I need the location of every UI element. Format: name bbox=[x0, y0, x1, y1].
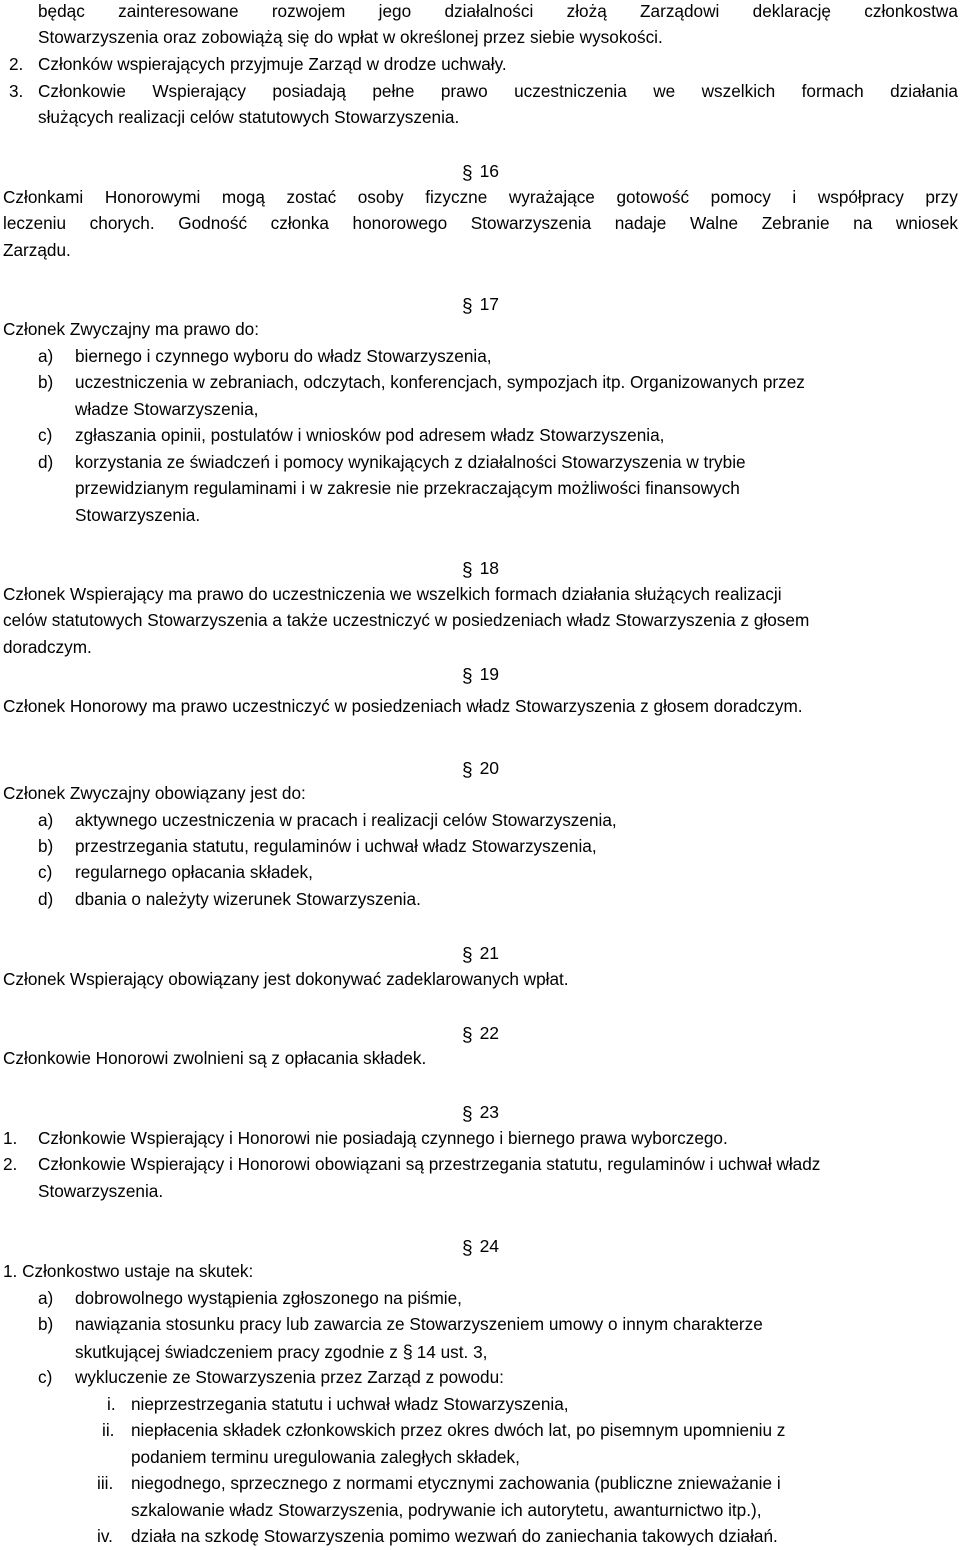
list-item-continued: szkalowanie władz Stowarzyszenia, podrywanie ich autorytetu, awanturnictwo itp.), bbox=[131, 1500, 762, 1520]
list-item: Członkowie Wspierający posiadają pełne prawo uczestniczenia we wszelkich formach działania bbox=[38, 81, 958, 101]
list-item: zgłaszania opinii, postulatów i wniosków pod adresem władz Stowarzyszenia, bbox=[75, 425, 665, 445]
section-heading-18: § 18 bbox=[462, 558, 500, 581]
list-marker: 3. bbox=[9, 81, 24, 101]
list-marker: c) bbox=[38, 425, 53, 445]
paragraph-line: Członkami Honorowymi mogą zostać osoby fizyczne wyrażające gotowość pomocy i współpracy przy bbox=[3, 187, 958, 207]
list-marker: b) bbox=[38, 372, 54, 392]
paragraph-line: doradczym. bbox=[3, 637, 92, 657]
list-item: przestrzegania statutu, regulaminów i uchwał władz Stowarzyszenia, bbox=[75, 836, 597, 856]
paragraph-line: Członek Zwyczajny ma prawo do: bbox=[3, 319, 259, 339]
list-marker: i. bbox=[107, 1394, 116, 1414]
list-item-continued: Stowarzyszenia. bbox=[38, 1181, 164, 1201]
paragraph-line: Członkowie Honorowi zwolnieni są z opłacania składek. bbox=[3, 1048, 427, 1068]
list-marker: iv. bbox=[97, 1526, 113, 1546]
list-item: Członkowie Wspierający i Honorowi nie posiadają czynnego i biernego prawa wyborczego. bbox=[38, 1128, 728, 1148]
list-item: uczestniczenia w zebraniach, odczytach, konferencjach, sympozjach itp. Organizowanych przez bbox=[75, 372, 805, 392]
paragraph-line: Członek Wspierający ma prawo do uczestniczenia we wszelkich formach działania służących realizacji bbox=[3, 584, 782, 604]
section-heading-20: § 20 bbox=[462, 758, 500, 781]
list-item-continued: służących realizacji celów statutowych Stowarzyszenia. bbox=[38, 107, 460, 127]
list-item: działa na szkodę Stowarzyszenia pomimo wezwań do zaniechania takowych działań. bbox=[131, 1526, 778, 1546]
paragraph-line: 1. Członkostwo ustaje na skutek: bbox=[3, 1261, 254, 1281]
list-item-continued: Stowarzyszenia. bbox=[75, 505, 201, 525]
list-item-continued: skutkującej świadczeniem pracy zgodnie z § 14 ust. 3, bbox=[75, 1342, 488, 1362]
list-item: nieprzestrzegania statutu i uchwał władz Stowarzyszenia, bbox=[131, 1394, 569, 1414]
list-item: niegodnego, sprzecznego z normami etycznymi zachowania (publiczne znieważanie i bbox=[131, 1473, 781, 1493]
list-item-continued: przewidzianym regulaminami i w zakresie nie przekraczającym możliwości finansowych bbox=[75, 478, 740, 498]
paragraph-line: celów statutowych Stowarzyszenia a także uczestniczyć w posiedzeniach władz Stowarzyszenia z głosem bbox=[3, 610, 810, 630]
section-heading-22: § 22 bbox=[462, 1023, 500, 1046]
list-marker: d) bbox=[38, 452, 54, 472]
section-heading-21: § 21 bbox=[462, 943, 500, 966]
list-item-continued: władze Stowarzyszenia, bbox=[75, 399, 259, 419]
list-item: aktywnego uczestniczenia w pracach i realizacji celów Stowarzyszenia, bbox=[75, 810, 617, 830]
list-marker: 2. bbox=[9, 54, 24, 74]
list-marker: 2. bbox=[3, 1154, 18, 1174]
paragraph-line: Członek Wspierający obowiązany jest dokonywać zadeklarowanych wpłat. bbox=[3, 969, 569, 989]
list-marker: a) bbox=[38, 810, 54, 830]
list-marker: iii. bbox=[97, 1473, 114, 1493]
list-item: dobrowolnego wystąpienia zgłoszonego na piśmie, bbox=[75, 1288, 462, 1308]
section-heading-16: § 16 bbox=[462, 161, 500, 184]
list-marker: a) bbox=[38, 1288, 54, 1308]
paragraph-line: będąc zainteresowane rozwojem jego działalności złożą Zarządowi deklarację członkostwa bbox=[38, 1, 958, 21]
section-heading-17: § 17 bbox=[462, 294, 500, 317]
list-item: dbania o należyty wizerunek Stowarzyszenia. bbox=[75, 889, 421, 909]
list-item: biernego i czynnego wyboru do władz Stowarzyszenia, bbox=[75, 346, 492, 366]
list-marker: c) bbox=[38, 862, 53, 882]
paragraph-line: Stowarzyszenia oraz zobowiążą się do wpłat w określonej przez siebie wysokości. bbox=[38, 27, 663, 47]
list-item: regularnego opłacania składek, bbox=[75, 862, 313, 882]
section-heading-19: § 19 bbox=[462, 664, 500, 687]
paragraph-line: Zarządu. bbox=[3, 240, 71, 260]
list-item: Członkowie Wspierający i Honorowi obowiązani są przestrzegania statutu, regulaminów i uchwał władz bbox=[38, 1154, 821, 1174]
list-item: korzystania ze świadczeń i pomocy wynikających z działalności Stowarzyszenia w trybie bbox=[75, 452, 746, 472]
list-item: nawiązania stosunku pracy lub zawarcia ze Stowarzyszeniem umowy o innym charakterze bbox=[75, 1314, 763, 1334]
list-item: wykluczenie ze Stowarzyszenia przez Zarząd z powodu: bbox=[75, 1367, 504, 1387]
list-marker: b) bbox=[38, 1314, 54, 1334]
list-marker: ii. bbox=[102, 1420, 115, 1440]
list-marker: 1. bbox=[3, 1128, 18, 1148]
list-marker: b) bbox=[38, 836, 54, 856]
list-item-continued: podaniem terminu uregulowania zaległych składek, bbox=[131, 1447, 520, 1467]
section-heading-24: § 24 bbox=[462, 1236, 500, 1259]
list-item: Członków wspierających przyjmuje Zarząd w drodze uchwały. bbox=[38, 54, 507, 74]
section-heading-23: § 23 bbox=[462, 1102, 500, 1125]
list-marker: d) bbox=[38, 889, 54, 909]
list-marker: a) bbox=[38, 346, 54, 366]
paragraph-line: Członek Zwyczajny obowiązany jest do: bbox=[3, 783, 306, 803]
paragraph-line: Członek Honorowy ma prawo uczestniczyć w posiedzeniach władz Stowarzyszenia z głosem doradczym. bbox=[3, 696, 803, 716]
list-item: niepłacenia składek członkowskich przez okres dwóch lat, po pisemnym upomnieniu z bbox=[131, 1420, 786, 1440]
section-sign: § bbox=[402, 1342, 413, 1362]
paragraph-line: leczeniu chorych. Godność członka honorowego Stowarzyszenia nadaje Walne Zebranie na wniosek bbox=[3, 213, 958, 233]
list-marker: c) bbox=[38, 1367, 53, 1387]
